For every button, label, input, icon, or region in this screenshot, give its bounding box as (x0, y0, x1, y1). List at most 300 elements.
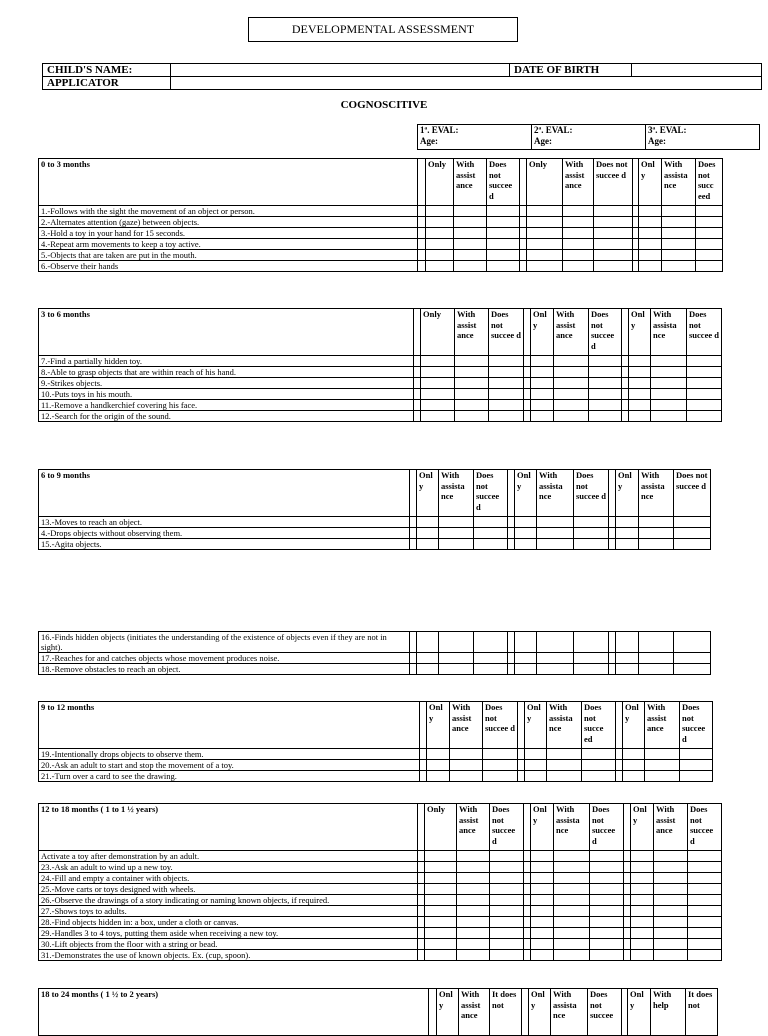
score-cell[interactable] (639, 206, 662, 217)
score-cell[interactable] (674, 664, 711, 675)
score-cell[interactable] (582, 771, 616, 782)
score-cell[interactable] (457, 906, 490, 917)
score-cell[interactable] (421, 378, 455, 389)
score-cell[interactable] (537, 528, 574, 539)
table-row (39, 400, 722, 411)
score-cell[interactable] (417, 539, 439, 550)
score-cell[interactable] (454, 239, 487, 250)
score-cell[interactable] (554, 400, 589, 411)
score-cell[interactable] (426, 217, 454, 228)
score-cell[interactable] (427, 749, 450, 760)
score-cell[interactable] (590, 928, 624, 939)
score-cell[interactable] (425, 917, 457, 928)
score-cell[interactable] (527, 206, 563, 217)
score-cell[interactable] (574, 517, 609, 528)
score-cell[interactable] (654, 873, 688, 884)
score-cell[interactable] (563, 206, 594, 217)
score-cell[interactable] (554, 884, 590, 895)
eval-spacer-cell (418, 206, 426, 217)
score-cell[interactable] (490, 895, 524, 906)
score-cell[interactable] (563, 261, 594, 272)
score-cell[interactable] (639, 239, 662, 250)
score-cell[interactable] (639, 528, 674, 539)
score-cell[interactable] (590, 884, 624, 895)
score-cell[interactable] (680, 771, 713, 782)
score-cell[interactable] (654, 851, 688, 862)
score-cell[interactable] (563, 239, 594, 250)
score-cell[interactable] (696, 239, 723, 250)
score-cell[interactable] (531, 862, 554, 873)
score-cell[interactable] (623, 749, 645, 760)
score-cell[interactable] (531, 356, 554, 367)
score-cell[interactable] (454, 206, 487, 217)
eval-2[interactable] (532, 125, 646, 149)
score-cell[interactable] (474, 539, 508, 550)
score-cell[interactable] (563, 217, 594, 228)
score-cell[interactable] (515, 517, 537, 528)
score-cell[interactable] (554, 356, 589, 367)
score-cell[interactable] (574, 539, 609, 550)
score-cell[interactable] (662, 239, 696, 250)
score-cell[interactable] (454, 261, 487, 272)
score-cell[interactable] (589, 400, 622, 411)
score-cell[interactable] (574, 528, 609, 539)
score-cell[interactable] (639, 539, 674, 550)
score-cell[interactable] (574, 653, 609, 664)
score-cell[interactable] (639, 517, 674, 528)
score-cell[interactable] (639, 664, 674, 675)
score-cell[interactable] (639, 228, 662, 239)
score-cell[interactable] (654, 906, 688, 917)
score-cell[interactable] (654, 895, 688, 906)
eval-spacer-cell (622, 400, 629, 411)
score-cell[interactable] (688, 939, 722, 950)
score-cell[interactable] (639, 250, 662, 261)
score-cell[interactable] (616, 517, 639, 528)
score-cell[interactable] (651, 400, 687, 411)
score-cell[interactable] (439, 653, 474, 664)
score-cell[interactable] (457, 939, 490, 950)
score-cell[interactable] (531, 389, 554, 400)
score-cell[interactable] (590, 917, 624, 928)
score-cell[interactable] (450, 760, 483, 771)
score-cell[interactable] (662, 206, 696, 217)
score-cell[interactable] (616, 653, 639, 664)
score-cell[interactable] (651, 367, 687, 378)
score-cell[interactable] (531, 950, 554, 961)
score-cell[interactable] (531, 906, 554, 917)
score-cell[interactable] (554, 928, 590, 939)
score-cell[interactable] (554, 917, 590, 928)
score-cell[interactable] (483, 771, 518, 782)
score-cell[interactable] (439, 539, 474, 550)
score-cell[interactable] (631, 873, 654, 884)
score-cell[interactable] (515, 664, 537, 675)
score-cell[interactable] (696, 206, 723, 217)
score-cell[interactable] (696, 261, 723, 272)
score-cell[interactable] (590, 851, 624, 862)
score-cell[interactable] (483, 749, 518, 760)
score-cell[interactable] (554, 389, 589, 400)
score-cell[interactable] (426, 206, 454, 217)
score-cell[interactable] (639, 632, 674, 653)
score-cell[interactable] (651, 378, 687, 389)
score-cell[interactable] (425, 862, 457, 873)
score-cell[interactable] (645, 771, 680, 782)
score-cell[interactable] (589, 367, 622, 378)
score-cell[interactable] (629, 411, 651, 422)
score-cell[interactable] (574, 632, 609, 653)
score-cell[interactable] (439, 664, 474, 675)
score-cell[interactable] (654, 862, 688, 873)
score-cell[interactable] (439, 632, 474, 653)
score-cell[interactable] (490, 939, 524, 950)
score-cell[interactable] (674, 528, 711, 539)
score-cell[interactable] (525, 760, 547, 771)
score-cell[interactable] (527, 228, 563, 239)
score-cell[interactable] (457, 950, 490, 961)
score-cell[interactable] (631, 884, 654, 895)
score-cell[interactable] (582, 749, 616, 760)
score-cell[interactable] (582, 760, 616, 771)
score-cell[interactable] (427, 760, 450, 771)
score-cell[interactable] (554, 411, 589, 422)
score-cell[interactable] (680, 749, 713, 760)
eval-spacer-cell (414, 309, 421, 356)
score-cell[interactable] (537, 653, 574, 664)
score-cell[interactable] (554, 378, 589, 389)
score-cell[interactable] (594, 239, 633, 250)
score-cell[interactable] (457, 851, 490, 862)
score-cell[interactable] (425, 950, 457, 961)
score-cell[interactable] (687, 411, 722, 422)
score-cell[interactable] (455, 367, 489, 378)
score-cell[interactable] (531, 939, 554, 950)
score-cell[interactable] (631, 851, 654, 862)
score-cell[interactable] (590, 950, 624, 961)
score-cell[interactable] (687, 389, 722, 400)
score-cell[interactable] (527, 250, 563, 261)
eval-spacer-cell (410, 528, 417, 539)
score-cell[interactable] (554, 950, 590, 961)
score-cell[interactable] (421, 411, 455, 422)
column-header: Only (426, 159, 454, 206)
eval-spacer-cell (616, 760, 623, 771)
column-header: With assist ance (654, 804, 688, 851)
score-cell[interactable] (487, 261, 520, 272)
score-cell[interactable] (490, 928, 524, 939)
score-cell[interactable] (594, 228, 633, 239)
score-cell[interactable] (639, 653, 674, 664)
score-cell[interactable] (515, 528, 537, 539)
score-cell[interactable] (688, 873, 722, 884)
score-cell[interactable] (426, 239, 454, 250)
eval-spacer-cell (609, 517, 616, 528)
score-cell[interactable] (688, 884, 722, 895)
score-cell[interactable] (474, 653, 508, 664)
score-cell[interactable] (574, 664, 609, 675)
score-cell[interactable] (594, 217, 633, 228)
score-cell[interactable] (427, 771, 450, 782)
score-cell[interactable] (687, 356, 722, 367)
score-cell[interactable] (554, 873, 590, 884)
score-cell[interactable] (527, 239, 563, 250)
score-cell[interactable] (651, 356, 687, 367)
eval-3[interactable] (646, 125, 759, 149)
score-cell[interactable] (417, 632, 439, 653)
score-cell[interactable] (489, 411, 524, 422)
score-cell[interactable] (594, 250, 633, 261)
score-cell[interactable] (623, 771, 645, 782)
score-cell[interactable] (563, 228, 594, 239)
score-cell[interactable] (651, 411, 687, 422)
score-cell[interactable] (426, 250, 454, 261)
score-cell[interactable] (674, 517, 711, 528)
score-cell[interactable] (696, 217, 723, 228)
score-cell[interactable] (527, 217, 563, 228)
score-cell[interactable] (450, 771, 483, 782)
score-cell[interactable] (688, 862, 722, 873)
score-cell[interactable] (654, 928, 688, 939)
score-cell[interactable] (639, 261, 662, 272)
score-cell[interactable] (515, 632, 537, 653)
score-cell[interactable] (421, 356, 455, 367)
score-cell[interactable] (639, 217, 662, 228)
score-cell[interactable] (662, 250, 696, 261)
score-cell[interactable] (455, 378, 489, 389)
score-cell[interactable] (483, 760, 518, 771)
score-cell[interactable] (487, 228, 520, 239)
score-cell[interactable] (426, 228, 454, 239)
score-cell[interactable] (421, 367, 455, 378)
score-cell[interactable] (547, 771, 582, 782)
score-cell[interactable] (487, 217, 520, 228)
score-cell[interactable] (629, 400, 651, 411)
score-cell[interactable] (425, 851, 457, 862)
score-cell[interactable] (490, 950, 524, 961)
score-cell[interactable] (696, 228, 723, 239)
score-cell[interactable] (547, 749, 582, 760)
score-cell[interactable] (687, 400, 722, 411)
score-cell[interactable] (490, 884, 524, 895)
score-cell[interactable] (629, 378, 651, 389)
score-cell[interactable] (554, 367, 589, 378)
score-cell[interactable] (688, 917, 722, 928)
score-cell[interactable] (631, 928, 654, 939)
score-cell[interactable] (417, 517, 439, 528)
score-cell[interactable] (654, 950, 688, 961)
score-cell[interactable] (527, 261, 563, 272)
score-cell[interactable] (563, 250, 594, 261)
score-cell[interactable] (487, 250, 520, 261)
score-cell[interactable] (525, 771, 547, 782)
score-cell[interactable] (631, 895, 654, 906)
score-cell[interactable] (417, 528, 439, 539)
eval-spacer-cell (609, 470, 616, 517)
score-cell[interactable] (487, 206, 520, 217)
score-cell[interactable] (457, 873, 490, 884)
score-cell[interactable] (554, 906, 590, 917)
score-cell[interactable] (474, 632, 508, 653)
score-cell[interactable] (454, 217, 487, 228)
score-cell[interactable] (629, 389, 651, 400)
score-cell[interactable] (425, 906, 457, 917)
score-cell[interactable] (457, 928, 490, 939)
score-cell[interactable] (489, 400, 524, 411)
score-cell[interactable] (531, 851, 554, 862)
score-cell[interactable] (696, 250, 723, 261)
score-cell[interactable] (531, 378, 554, 389)
score-cell[interactable] (616, 632, 639, 653)
score-cell[interactable] (590, 939, 624, 950)
score-cell[interactable] (531, 895, 554, 906)
score-cell[interactable] (457, 917, 490, 928)
score-cell[interactable] (457, 895, 490, 906)
eval-spacer-cell (414, 400, 421, 411)
score-cell[interactable] (554, 895, 590, 906)
score-cell[interactable] (425, 895, 457, 906)
score-cell[interactable] (680, 760, 713, 771)
score-cell[interactable] (531, 367, 554, 378)
score-cell[interactable] (525, 749, 547, 760)
score-cell[interactable] (490, 851, 524, 862)
score-cell[interactable] (417, 653, 439, 664)
score-cell[interactable] (554, 851, 590, 862)
score-cell[interactable] (515, 653, 537, 664)
score-cell[interactable] (688, 895, 722, 906)
score-cell[interactable] (474, 664, 508, 675)
score-cell[interactable] (425, 884, 457, 895)
score-cell[interactable] (439, 528, 474, 539)
score-cell[interactable] (537, 539, 574, 550)
score-cell[interactable] (421, 389, 455, 400)
score-cell[interactable] (439, 517, 474, 528)
score-cell[interactable] (426, 261, 454, 272)
score-cell[interactable] (590, 873, 624, 884)
score-cell[interactable] (531, 917, 554, 928)
score-cell[interactable] (651, 389, 687, 400)
score-cell[interactable] (537, 632, 574, 653)
score-cell[interactable] (654, 917, 688, 928)
score-cell[interactable] (623, 760, 645, 771)
score-cell[interactable] (417, 664, 439, 675)
score-cell[interactable] (425, 873, 457, 884)
applicator-field[interactable] (171, 77, 762, 90)
score-cell[interactable] (590, 895, 624, 906)
score-cell[interactable] (589, 411, 622, 422)
score-cell[interactable] (589, 356, 622, 367)
score-cell[interactable] (616, 664, 639, 675)
score-cell[interactable] (631, 906, 654, 917)
score-cell[interactable] (631, 950, 654, 961)
score-cell[interactable] (450, 749, 483, 760)
eval-2-label: 2ª. EVAL: (534, 125, 573, 135)
score-cell[interactable] (537, 517, 574, 528)
score-cell[interactable] (531, 400, 554, 411)
score-cell[interactable] (674, 539, 711, 550)
score-cell[interactable] (662, 261, 696, 272)
score-cell[interactable] (631, 917, 654, 928)
score-cell[interactable] (645, 749, 680, 760)
score-cell[interactable] (487, 239, 520, 250)
score-cell[interactable] (421, 400, 455, 411)
score-cell[interactable] (688, 906, 722, 917)
score-cell[interactable] (489, 389, 524, 400)
score-cell[interactable] (590, 862, 624, 873)
section-header-row (39, 804, 722, 851)
score-cell[interactable] (455, 356, 489, 367)
score-cell[interactable] (654, 884, 688, 895)
eval-1-label: 1ª. EVAL: (420, 125, 459, 135)
score-cell[interactable] (454, 228, 487, 239)
score-cell[interactable] (674, 632, 711, 653)
score-cell[interactable] (688, 950, 722, 961)
score-cell[interactable] (594, 261, 633, 272)
score-cell[interactable] (688, 928, 722, 939)
score-cell[interactable] (616, 528, 639, 539)
score-cell[interactable] (687, 378, 722, 389)
score-cell[interactable] (455, 389, 489, 400)
date-of-birth-field[interactable] (632, 64, 762, 77)
score-cell[interactable] (531, 411, 554, 422)
eval-1[interactable] (418, 125, 532, 149)
score-cell[interactable] (531, 928, 554, 939)
score-cell[interactable] (515, 539, 537, 550)
score-cell[interactable] (455, 400, 489, 411)
score-cell[interactable] (662, 228, 696, 239)
score-cell[interactable] (554, 862, 590, 873)
score-cell[interactable] (537, 664, 574, 675)
score-cell[interactable] (490, 906, 524, 917)
score-cell[interactable] (629, 367, 651, 378)
score-cell[interactable] (589, 389, 622, 400)
score-cell[interactable] (590, 906, 624, 917)
score-cell[interactable] (425, 928, 457, 939)
score-cell[interactable] (554, 939, 590, 950)
score-cell[interactable] (631, 862, 654, 873)
score-cell[interactable] (489, 367, 524, 378)
score-cell[interactable] (490, 862, 524, 873)
score-cell[interactable] (645, 760, 680, 771)
score-cell[interactable] (457, 884, 490, 895)
score-cell[interactable] (425, 939, 457, 950)
score-cell[interactable] (662, 217, 696, 228)
score-cell[interactable] (629, 356, 651, 367)
score-cell[interactable] (489, 356, 524, 367)
score-cell[interactable] (490, 917, 524, 928)
score-cell[interactable] (474, 528, 508, 539)
column-header: Does not succee d (574, 470, 609, 517)
score-cell[interactable] (674, 653, 711, 664)
score-cell[interactable] (489, 378, 524, 389)
score-cell[interactable] (455, 411, 489, 422)
score-cell[interactable] (589, 378, 622, 389)
score-cell[interactable] (616, 539, 639, 550)
score-cell[interactable] (594, 206, 633, 217)
score-cell[interactable] (631, 939, 654, 950)
score-cell[interactable] (547, 760, 582, 771)
score-cell[interactable] (457, 862, 490, 873)
score-cell[interactable] (454, 250, 487, 261)
score-cell[interactable] (490, 873, 524, 884)
score-cell[interactable] (474, 517, 508, 528)
score-cell[interactable] (687, 367, 722, 378)
score-cell[interactable] (531, 884, 554, 895)
childs-name-field[interactable] (171, 64, 510, 77)
score-cell[interactable] (654, 939, 688, 950)
score-cell[interactable] (688, 851, 722, 862)
score-cell[interactable] (531, 873, 554, 884)
